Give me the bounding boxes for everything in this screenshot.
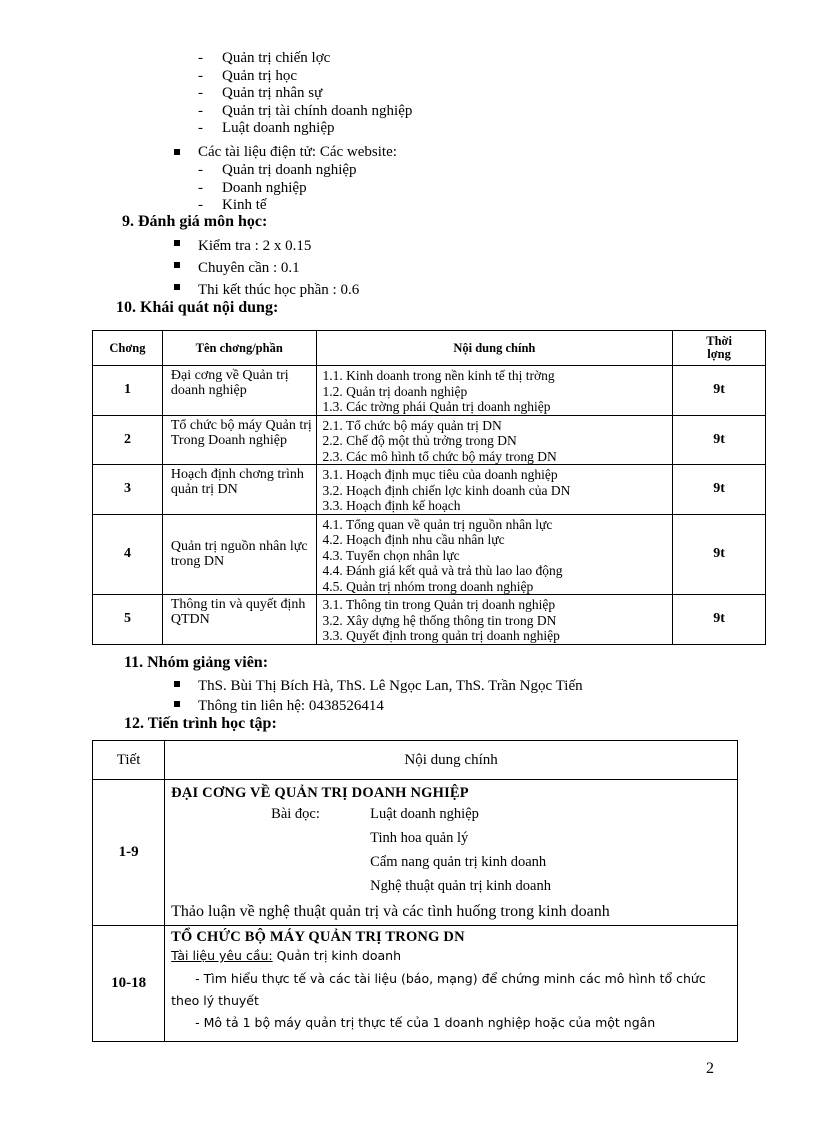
col-header-main-content: Nội dung chính: [165, 741, 738, 780]
course-overview-table: [92, 330, 766, 645]
content-line: 3.2. Xây dựng hệ thống thông tin trong DN: [322, 612, 557, 628]
chapter-name: Tổ chức bộ máy Quản trị Trong Doanh nghiệp: [162, 415, 316, 465]
chapter-number: 4: [93, 514, 163, 595]
lecturer-list: [172, 676, 583, 716]
study-schedule-table: [92, 740, 738, 1042]
list-item: - Quản trị nhân sự: [196, 85, 412, 103]
reading-item: Luật doanh nghiệp: [370, 806, 479, 822]
websites-list: [196, 162, 357, 215]
table-row: [93, 780, 738, 926]
reference-books-list: [196, 50, 412, 138]
section-10-title: 10. Khái quát nội dung:: [116, 299, 279, 316]
content-line: 2.3. Các mô hình tổ chức bộ máy trong DN: [322, 448, 557, 464]
chapter-content: [316, 415, 673, 465]
electronic-docs-label: Các tài liệu điện tử: Các website:: [172, 144, 397, 161]
chapter-duration: 9t: [673, 465, 766, 515]
table-row: [93, 465, 766, 515]
period-label: 10-18: [93, 926, 165, 1042]
contact-info: Thông tin liên hệ: 0438526414: [172, 696, 583, 716]
chapter-number: 2: [93, 415, 163, 465]
chapter-duration: 9t: [673, 415, 766, 465]
table-row: [93, 415, 766, 465]
content-line: 1.2. Quản trị doanh nghiệp: [322, 383, 468, 399]
discussion-text: Thảo luận về nghệ thuật quản trị và các tình huống trong kinh doanh: [171, 903, 610, 920]
content-line: 2.2. Chế độ một thủ trởng trong DN: [322, 433, 517, 448]
table-row: [93, 595, 766, 645]
content-line: 3.1. Hoạch định mục tiêu của doanh nghiệp: [322, 467, 558, 482]
list-item: - Quản trị tài chính doanh nghiệp: [196, 103, 412, 121]
required-docs-value: Quản trị kinh doanh: [276, 948, 402, 963]
required-docs-line: [171, 946, 737, 966]
col-header-main-content: Nội dung chính: [316, 331, 673, 366]
period-label: 1-9: [93, 780, 165, 926]
reading-item: Nghệ thuật quản trị kinh doanh: [370, 878, 551, 894]
content-line: 4.4. Đánh giá kết quả và trả thù lao lao động: [322, 563, 563, 578]
content-line: 2.1. Tổ chức bộ máy quản trị DN: [322, 417, 502, 433]
list-item: - Quản trị doanh nghiệp: [196, 162, 357, 180]
duration-header-text: Thời lợng: [706, 334, 732, 361]
list-item: Thi kết thúc học phần : 0.6: [172, 279, 359, 301]
content-line: 4.1. Tổng quan về quản trị nguồn nhân lực: [322, 516, 553, 532]
readings-block: [171, 804, 737, 900]
col-header-duration: [673, 331, 766, 366]
chapter-number: 5: [93, 595, 163, 645]
page-number: 2: [706, 1060, 714, 1077]
content-line: 3.3. Hoạch định kế hoạch: [322, 498, 461, 513]
list-item: - Quản trị học: [196, 68, 412, 86]
content-line: 3.1. Thông tin trong Quản trị doanh nghiệp: [322, 597, 556, 612]
section-9-title: 9. Đánh giá môn học:: [122, 213, 268, 230]
content-line: 3.3. Quyết định trong quản trị doanh nghiệp: [322, 628, 560, 643]
table-header-row: [93, 741, 738, 780]
chapter-content: [316, 366, 673, 416]
assessment-list: [172, 235, 359, 301]
task-item: - Mô tả 1 bộ máy quản trị thực tế của 1 doanh nghiệp hoặc của một ngân: [195, 1015, 656, 1030]
chapter-duration: 9t: [673, 514, 766, 595]
reading-item: Tinh hoa quản lý: [370, 830, 469, 846]
content-line: 4.3. Tuyển chọn nhân lực: [322, 547, 460, 563]
chapter-name: Đại cơng về Quản trị doanh nghiệp: [162, 366, 316, 416]
table-header-row: [93, 331, 766, 366]
section-11-title: 11. Nhóm giảng viên:: [124, 654, 269, 671]
required-docs-label: Tài liệu yêu cầu:: [171, 948, 273, 963]
session-title: TỔ CHỨC BỘ MÁY QUẢN TRỊ TRONG DN: [171, 929, 465, 945]
lecturer-names: ThS. Bùi Thị Bích Hà, ThS. Lê Ngọc Lan, ThS. Trần Ngọc Tiến: [172, 676, 583, 696]
content-line: 3.2. Hoạch định chiến lợc kinh doanh của DN: [322, 482, 571, 498]
session-content: [165, 780, 738, 926]
chapter-content: [316, 465, 673, 515]
list-item: Chuyên cần : 0.1: [172, 257, 359, 279]
chapter-duration: 9t: [673, 595, 766, 645]
content-line: 4.5. Quản trị nhóm trong doanh nghiệp: [322, 578, 534, 594]
reading-label: Bài đọc:: [271, 806, 320, 822]
chapter-number: 3: [93, 465, 163, 515]
chapter-name: Quản trị nguồn nhân lực trong DN: [162, 514, 316, 595]
session-content: [165, 926, 738, 1042]
chapter-name: Thông tin và quyết định QTDN: [162, 595, 316, 645]
table-row: [93, 514, 766, 595]
section-12-title: 12. Tiến trình học tập:: [124, 715, 277, 732]
col-header-chapter-name: Tên chơng/phần: [162, 331, 316, 366]
content-line: 1.1. Kinh doanh trong nền kinh tế thị trờng: [322, 368, 555, 383]
list-item: - Kinh tế: [196, 197, 357, 215]
list-item: - Quản trị chiến lợc: [196, 50, 412, 68]
chapter-content: [316, 595, 673, 645]
task-item: - Tìm hiểu thực tế và các tài liệu (báo, mạng) để chứng minh các mô hình tổ chức theo lý thuyết: [171, 971, 706, 1008]
session-title: ĐẠI CƠNG VỀ QUẢN TRỊ DOANH NGHIỆP: [171, 785, 469, 801]
table-row: [93, 366, 766, 416]
chapter-number: 1: [93, 366, 163, 416]
chapter-name: Hoạch định chơng trình quản trị DN: [162, 465, 316, 515]
list-item: Kiểm tra : 2 x 0.15: [172, 235, 359, 257]
chapter-content: [316, 514, 673, 595]
content-line: 4.2. Hoạch định nhu cầu nhân lực: [322, 532, 505, 547]
content-line: 1.3. Các trờng phái Quản trị doanh nghiệp: [322, 399, 551, 414]
electronic-docs-bullet: [172, 144, 397, 161]
list-item: - Luật doanh nghiệp: [196, 120, 412, 138]
col-header-period: Tiết: [93, 741, 165, 780]
chapter-duration: 9t: [673, 366, 766, 416]
col-header-chapter: Chơng: [93, 331, 163, 366]
list-item: - Doanh nghiệp: [196, 180, 357, 198]
table-row: [93, 926, 738, 1042]
reading-item: Cẩm nang quản trị kinh doanh: [370, 854, 547, 870]
